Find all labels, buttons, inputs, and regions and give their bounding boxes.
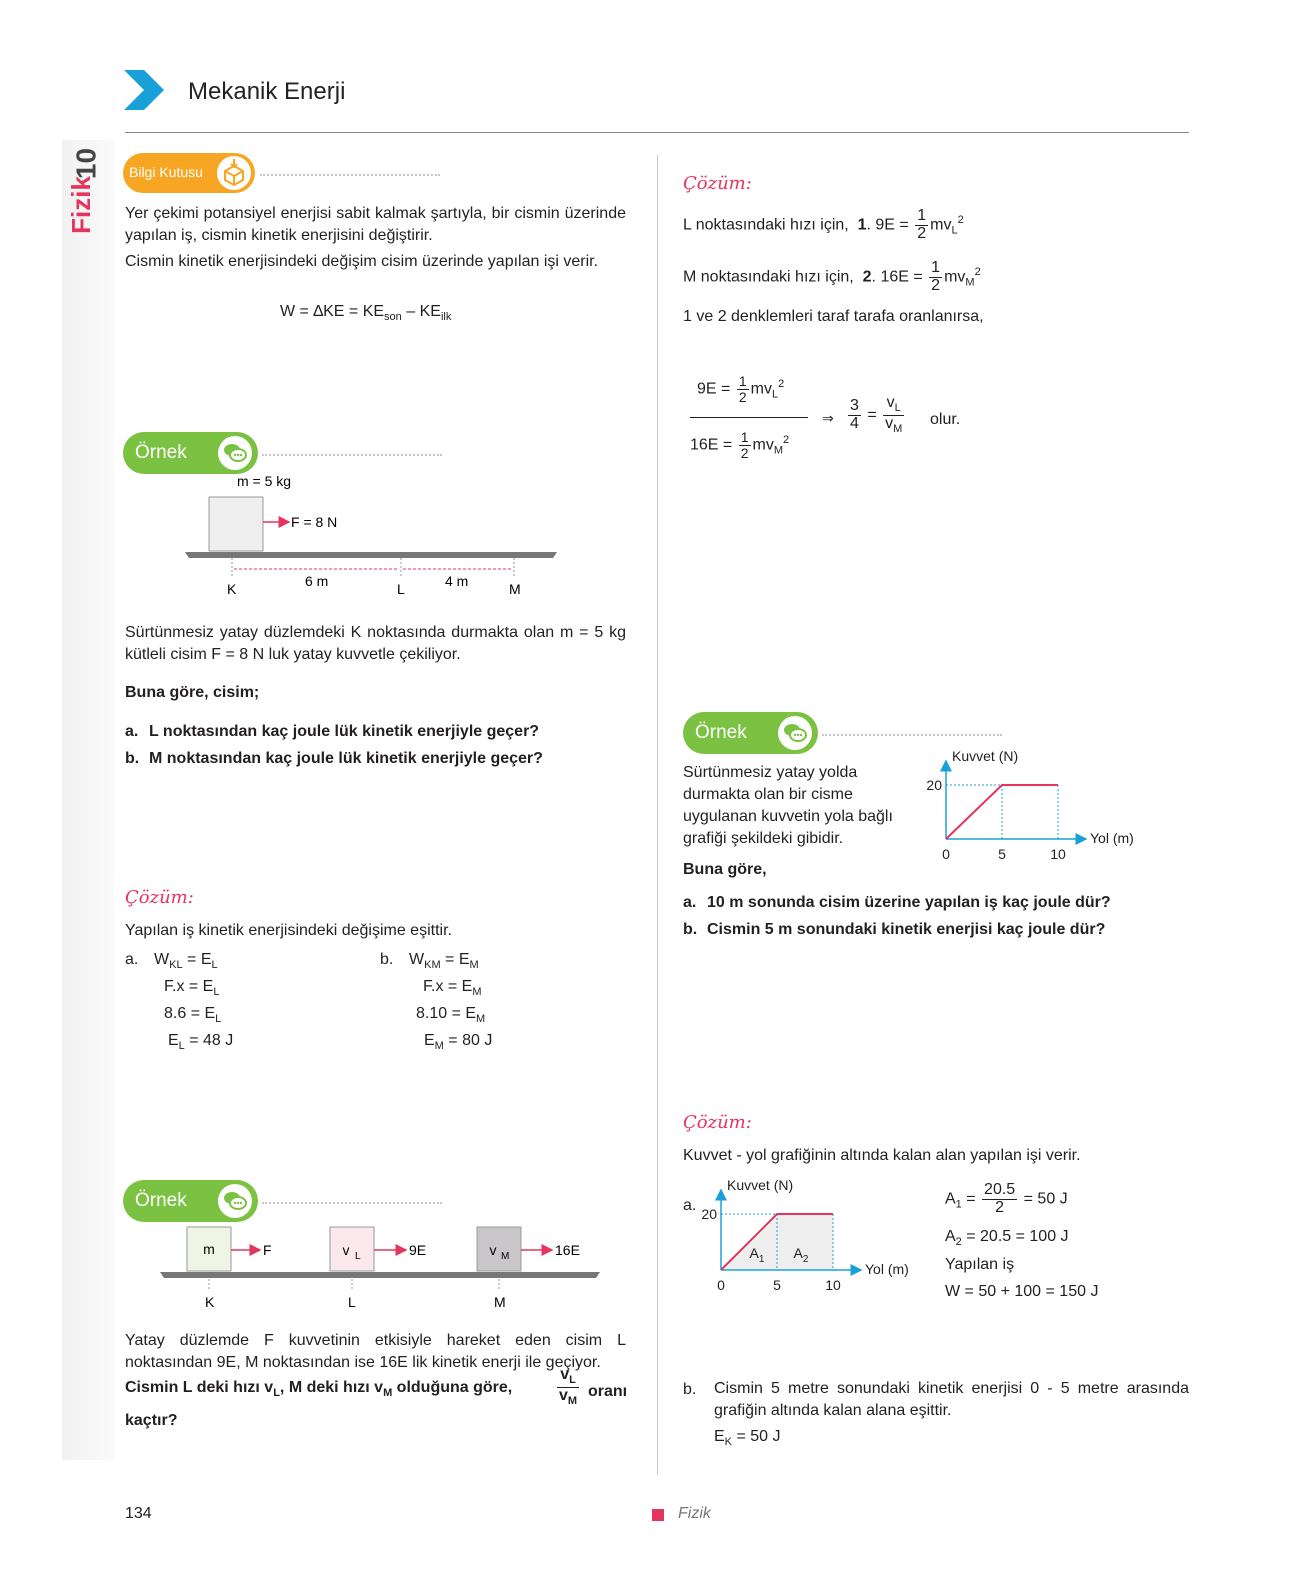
- bilgi-formula: $W = \Delta KE = KE_{son} - KE_{ilk}$: [280, 303, 452, 324]
- sol2-ratio-bar: [690, 417, 808, 418]
- cozum-title-3: Çözüm:: [683, 1112, 752, 1133]
- sol2-l3: 1 ve 2 denklemleri taraf tarafa oranlanırsa,: [683, 308, 984, 325]
- svg-text:v: v: [342, 1242, 350, 1258]
- bilgi-dots: [260, 174, 440, 176]
- ground: [185, 552, 557, 558]
- sol1-intro: Yapılan iş kinetik enerjisindeki değişime eşittir.: [125, 922, 452, 939]
- point-m: M: [509, 581, 521, 597]
- cozum-title-1: Çözüm:: [125, 887, 194, 908]
- ex1-q-intro: Buna göre, cisim;: [125, 684, 260, 701]
- ornek-dots-2: [262, 1202, 442, 1204]
- sol2-ratio-top: 9E = $\frac{1}{2}$ $mv_L^2$: [697, 373, 785, 405]
- svg-text:L: L: [348, 1294, 356, 1310]
- ex3-q-intro: Buna göre,: [683, 861, 767, 878]
- ornek-label-3: Örnek: [695, 722, 747, 743]
- page-number: 134: [125, 1505, 152, 1522]
- ex3-p1: Sürtünmesiz yatay yolda durmakta olan bir cisme uygulanan kuvvetin yola bağlı grafiği şekildeki gibidir.: [683, 764, 893, 847]
- ex2-question: Cismin L deki hızı $v_L$, M deki hızı $v_M$ olduğuna göre,: [125, 1379, 513, 1400]
- svg-text:v: v: [489, 1242, 497, 1258]
- x-tick-label: 10: [1050, 846, 1066, 862]
- speech-bubbles-icon: [217, 1183, 253, 1219]
- bilgi-kutusu-label: Bilgi Kutusu: [129, 164, 203, 180]
- svg-text:M: M: [501, 1251, 510, 1262]
- svg-text:M: M: [494, 1294, 506, 1310]
- sol3-a3: Yapılan iş: [945, 1256, 1015, 1273]
- ornek-pill-2: [123, 1180, 258, 1222]
- ex1-qb: b. M noktasından kaç joule lük kinetik enerjiyle geçer?: [125, 750, 543, 767]
- implies-icon: ⇒: [822, 410, 834, 426]
- sol1-b3: $8.10 = E_M$: [416, 1005, 486, 1026]
- ornek-label-1: Örnek: [135, 442, 187, 463]
- sol2-l2: M noktasındaki hızı için, 2. 16E = $\frac{1}{2}$ $mv_M^2$: [683, 259, 981, 294]
- ornek-dots-1: [262, 454, 442, 456]
- svg-text:16E: 16E: [555, 1242, 580, 1258]
- sol2-l1: L noktasındaki hızı için, 1. 9E = $\frac{1}{2}$ $mv_L^2$: [683, 207, 964, 242]
- x-axis-label: Yol (m): [865, 1261, 909, 1277]
- column-divider: [657, 155, 658, 1475]
- x-tick-label: 10: [825, 1277, 841, 1293]
- speech-bubbles-icon: [217, 435, 253, 471]
- svg-text:m: m: [203, 1241, 215, 1257]
- ex2-q-kactir: kaçtır?: [125, 1412, 178, 1429]
- sol1-b-letter: b.: [380, 951, 394, 968]
- region-a2-label: $A_2$: [793, 1245, 809, 1265]
- sol1-a2: $F.x = E_L$: [164, 978, 220, 999]
- ex2-diagram: [160, 1225, 600, 1317]
- ornek-dots-3: [822, 734, 1002, 736]
- force-distance-chart-2: [701, 1177, 945, 1320]
- side-strip: [62, 140, 114, 1460]
- sol3-a2: $A_2 = 20.5 = 100$ J: [945, 1228, 1069, 1249]
- point-l: L: [397, 581, 405, 597]
- ground-2: [160, 1272, 600, 1278]
- ex3-qa: a. 10 m sonunda cisim üzerine yapılan iş kaç joule dür?: [683, 894, 1111, 911]
- header-rule: [125, 132, 1189, 133]
- box-vl: [330, 1227, 374, 1271]
- x-tick-label: 0: [942, 846, 950, 862]
- sol1-a4: $E_L = 48$ J: [168, 1032, 234, 1053]
- dist-lm: 4 m: [445, 573, 469, 589]
- svg-text:L: L: [355, 1251, 361, 1262]
- ex2-ratio: $\frac{v_L}{v_M}$: [559, 1366, 578, 1407]
- sol1-b4: $E_M = 80$ J: [424, 1032, 493, 1053]
- ex1-diagram: [185, 470, 565, 610]
- footer-subject: Fizik: [678, 1505, 711, 1522]
- speech-bubbles-icon: [777, 715, 813, 751]
- box-vm: [477, 1227, 521, 1271]
- footer-square-icon: [652, 1509, 664, 1521]
- sol3-b-letter: b.: [683, 1381, 697, 1398]
- force-distance-chart-1: [926, 748, 1170, 880]
- cozum-title-2: Çözüm:: [683, 173, 752, 194]
- ex3-qb: b. Cismin 5 m sonundaki kinetik enerjisi kaç joule dür?: [683, 921, 1106, 938]
- sol3-a1: $A_1$ = $\frac{20.5}{2}$ = 50 J: [945, 1181, 1068, 1216]
- sol1-a3: $8.6 = E_L$: [164, 1005, 222, 1026]
- ex2-p1: Yatay düzlemde F kuvvetinin etkisiyle hareket eden cisim L noktasından 9E, M noktasından ise 16E lik kinetik enerji ile geçiyor.: [125, 1332, 626, 1371]
- sol2-result: $\frac{3}{4}$ = $\frac{v_L}{v_M}$: [850, 394, 903, 435]
- svg-text:F: F: [263, 1242, 272, 1258]
- mass-label: m = 5 kg: [237, 473, 292, 489]
- sol2-olur: olur.: [930, 411, 961, 428]
- ornek-pill-3: [683, 712, 818, 754]
- ex1-qa: a. L noktasından kaç joule lük kinetik enerjiyle geçer?: [125, 723, 540, 740]
- bilgi-p1: Yer çekimi potansiyel enerjisi sabit kalmak şartıyla, bir cismin üzerinde yapılan iş, cismin kinetik enerjisini değiştirir.: [125, 205, 626, 244]
- svg-text:9E: 9E: [409, 1242, 427, 1258]
- sol3-b-res: $E_K = 50$ J: [714, 1428, 781, 1449]
- sol1-b1: $W_{KM} = E_M$: [409, 951, 479, 972]
- bilgi-p2: Cismin kinetik enerjisindeki değişim cisim üzerinde yapılan işi verir.: [125, 253, 599, 270]
- y-axis-label: Kuvvet (N): [727, 1177, 794, 1193]
- block: [209, 497, 263, 551]
- box-icon: [216, 155, 252, 191]
- x-tick-label: 5: [998, 846, 1006, 862]
- sol3-a4: W = 50 + 100 = 150 J: [945, 1283, 1099, 1300]
- svg-text:K: K: [205, 1294, 215, 1310]
- sol1-a-letter: a.: [125, 951, 139, 968]
- y-tick-label: 20: [926, 777, 942, 793]
- page-title: Mekanik Enerji: [188, 78, 346, 105]
- sol3-a-letter: a.: [683, 1197, 697, 1214]
- ex1-p1: Sürtünmesiz yatay düzlemdeki K noktasında durmakta olan m = 5 kg kütleli cisim F = 8 N luk yatay kuvvetle çekiliyor.: [125, 624, 626, 663]
- y-tick-label: 20: [701, 1206, 717, 1222]
- sol1-b2: $F.x = E_M$: [423, 978, 482, 999]
- y-axis-label: Kuvvet (N): [952, 748, 1019, 764]
- sol2-ratio-bottom: 16E = $\frac{1}{2}$ $mv_M^2$: [690, 429, 790, 461]
- dist-kl: 6 m: [305, 573, 329, 589]
- ornek-pill-1: [123, 432, 258, 474]
- svg-text:Fizik: Fizik: [66, 176, 96, 234]
- sol3-intro: Kuvvet - yol grafiğinin altında kalan alan yapılan işi verir.: [683, 1147, 1081, 1164]
- ornek-label-2: Örnek: [135, 1190, 187, 1211]
- chevron-logo-icon: [122, 68, 166, 112]
- grade-number: 10: [70, 147, 102, 180]
- ex2-q-oran: oranı: [588, 1383, 628, 1400]
- x-tick-label: 5: [773, 1277, 781, 1293]
- x-axis-label: Yol (m): [1090, 830, 1134, 846]
- point-k: K: [227, 581, 237, 597]
- bilgi-kutusu-pill: [123, 153, 255, 193]
- x-tick-label: 0: [717, 1277, 725, 1293]
- force-label: F = 8 N: [291, 514, 338, 530]
- sol1-a1: $W_{KL} = E_L$: [154, 951, 218, 972]
- region-a1-label: $A_1$: [749, 1245, 765, 1265]
- sol3-b-text: Cismin 5 metre sonundaki kinetik enerjisi 0 - 5 metre arasında grafiğin altında kalan alana eşittir.: [714, 1380, 1189, 1419]
